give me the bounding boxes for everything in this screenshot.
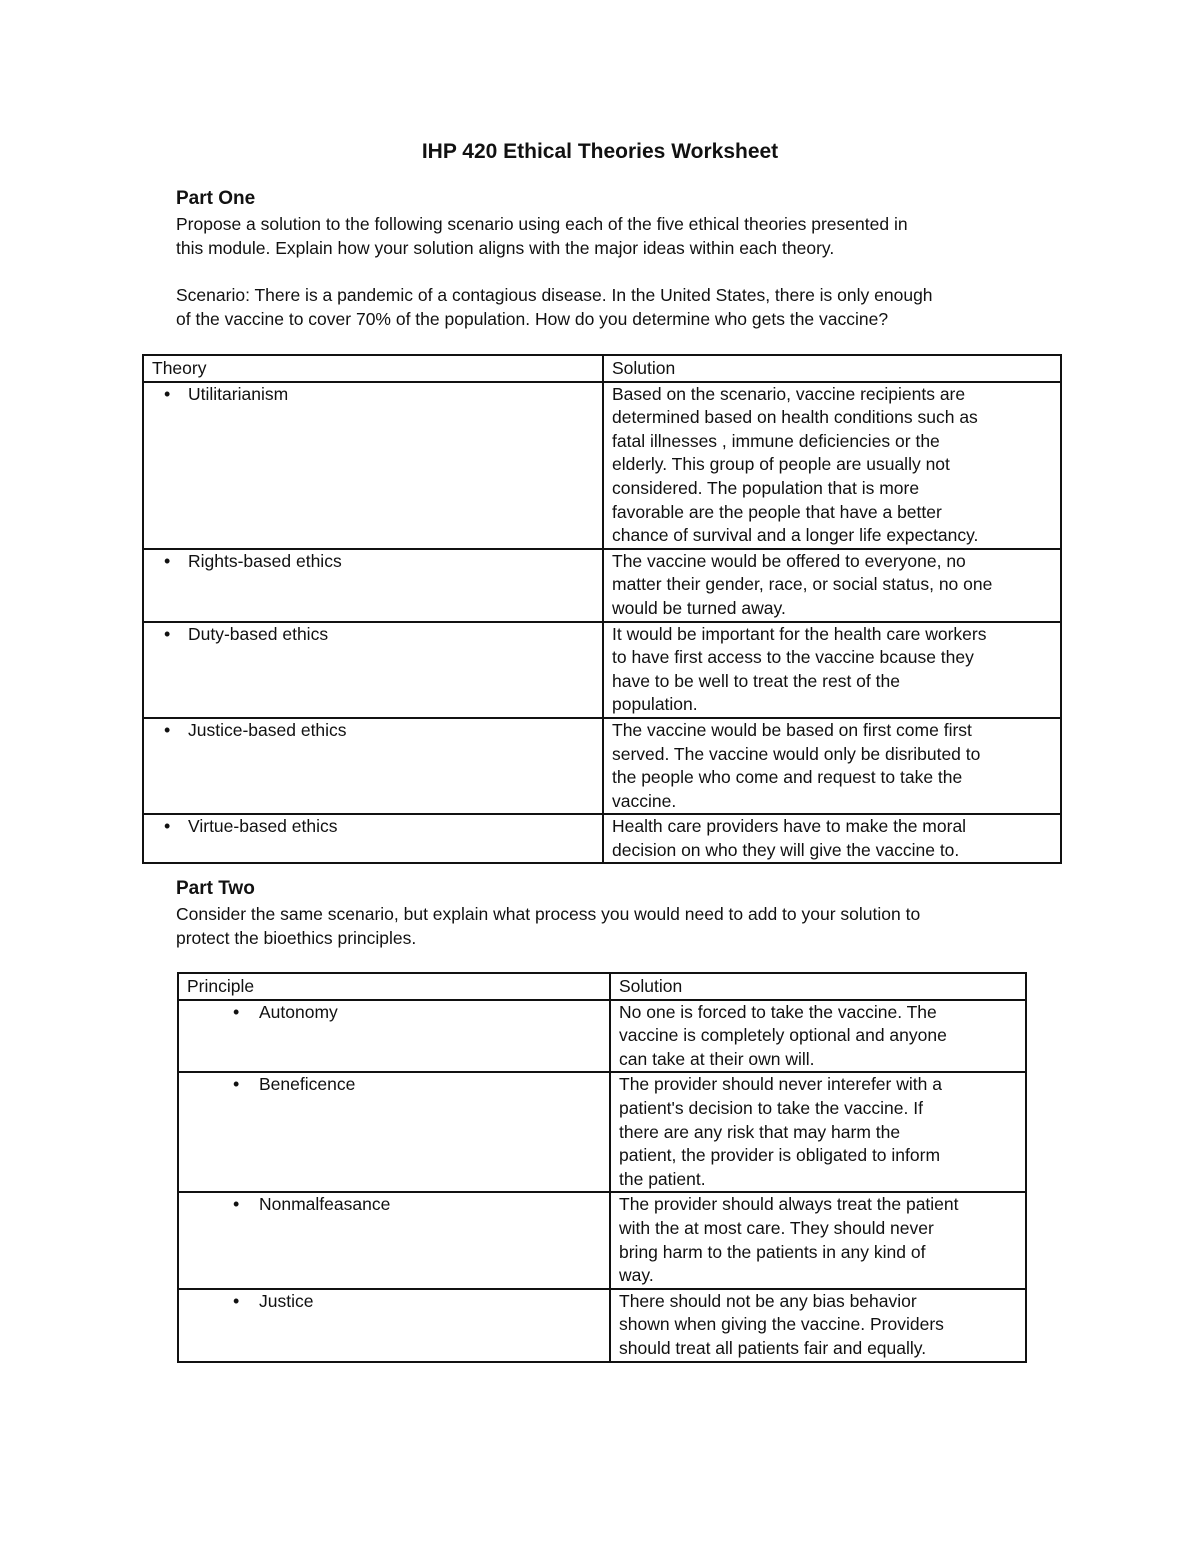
theory-label: Virtue-based ethics — [188, 816, 338, 837]
principles-table — [177, 972, 1027, 1363]
table-row — [143, 382, 1061, 549]
part-one-intro-line: Propose a solution to the following scenario using each of the five ethical theories presented in — [176, 214, 908, 234]
solution-line: elderly. This group of people are usually not — [612, 454, 950, 475]
theory-label: Rights-based ethics — [188, 550, 342, 571]
solution-line: should treat all patients fair and equally. — [619, 1337, 927, 1358]
solution-line: patient, the provider is obligated to inform — [619, 1145, 941, 1166]
theory-label: Duty-based ethics — [188, 623, 329, 644]
principle-cell — [178, 1192, 610, 1288]
bullet-icon: • — [233, 1290, 240, 1311]
table-row — [178, 1000, 1026, 1073]
solution-line: considered. The population that is more — [612, 477, 920, 498]
solution-column-header: Solution — [603, 355, 1061, 382]
solution-line: The provider should always treat the patient — [619, 1194, 959, 1215]
principle-cell — [178, 1000, 610, 1073]
solution-line: Health care providers have to make the moral — [612, 816, 967, 837]
solution-line: have to be well to treat the rest of the — [612, 670, 900, 691]
theory-label: Justice-based ethics — [188, 719, 347, 740]
solution-column-header: Solution — [610, 973, 1026, 1000]
part-two-heading: Part Two — [176, 878, 255, 899]
part-two-intro — [176, 902, 920, 950]
bullet-icon: • — [164, 623, 171, 644]
bullet-icon: • — [164, 550, 171, 571]
solution-line: fatal illnesses , immune deficiencies or the — [612, 430, 940, 451]
part-one-heading: Part One — [176, 188, 256, 209]
solution-cell — [610, 1192, 1026, 1288]
principle-label: Beneficence — [259, 1074, 356, 1095]
solution-line: bring harm to the patients in any kind of — [619, 1241, 926, 1262]
page-title: IHP 420 Ethical Theories Worksheet — [421, 140, 779, 163]
solution-line: matter their gender, race, or social status, no one — [612, 574, 993, 595]
part-one-intro — [176, 212, 908, 260]
solution-line: shown when giving the vaccine. Providers — [619, 1314, 944, 1335]
solution-line: served. The vaccine would only be disributed to — [612, 743, 981, 764]
theories-table — [142, 354, 1062, 864]
solution-line: The provider should never interefer with a — [619, 1074, 942, 1095]
solution-line: the people who come and request to take the — [612, 767, 963, 788]
solution-line: Based on the scenario, vaccine recipients are — [612, 383, 966, 404]
solution-cell — [610, 1072, 1026, 1192]
part-two-intro-line: protect the bioethics principles. — [176, 928, 417, 948]
principle-cell — [178, 1072, 610, 1192]
principle-label: Autonomy — [259, 1001, 338, 1022]
solution-line: can take at their own will. — [619, 1048, 815, 1069]
solution-cell — [603, 382, 1061, 549]
principle-label: Justice — [259, 1290, 314, 1311]
solution-line: vaccine is completely optional and anyone — [619, 1025, 947, 1046]
solution-line: to have first access to the vaccine bcause they — [612, 647, 974, 668]
solution-line: There should not be any bias behavior — [619, 1290, 917, 1311]
solution-line: with the at most care. They should never — [619, 1217, 934, 1238]
table-row — [143, 718, 1061, 814]
table-row — [178, 1289, 1026, 1362]
solution-line: determined based on health conditions such as — [612, 407, 978, 428]
principle-cell — [178, 1289, 610, 1362]
solution-line: the patient. — [619, 1168, 706, 1189]
solution-line: It would be important for the health care workers — [612, 623, 987, 644]
table-row — [143, 549, 1061, 622]
scenario-line: of the vaccine to cover 70% of the population. How do you determine who gets the vaccine? — [176, 309, 889, 329]
table-header-row — [143, 355, 1061, 382]
solution-cell — [603, 814, 1061, 863]
bullet-icon: • — [233, 1194, 240, 1215]
scenario-text — [176, 283, 933, 331]
principle-column-header: Principle — [178, 973, 610, 1000]
solution-line: favorable are the people that have a better — [612, 501, 942, 522]
solution-cell — [603, 718, 1061, 814]
solution-line: population. — [612, 694, 698, 715]
solution-line: The vaccine would be based on first come first — [612, 719, 972, 740]
solution-cell — [610, 1000, 1026, 1073]
bullet-icon: • — [233, 1001, 240, 1022]
theory-cell — [143, 622, 603, 718]
bullet-icon: • — [164, 719, 171, 740]
table-row — [143, 814, 1061, 863]
scenario-line: Scenario: There is a pandemic of a contagious disease. In the United States, there is only enough — [176, 285, 933, 305]
solution-line: The vaccine would be offered to everyone, no — [612, 550, 966, 571]
solution-line: there are any risk that may harm the — [619, 1121, 901, 1142]
solution-line: decision on who they will give the vaccine to. — [612, 839, 960, 860]
table-row — [178, 1072, 1026, 1192]
table-header-row — [178, 973, 1026, 1000]
bullet-icon: • — [233, 1074, 240, 1095]
solution-line: No one is forced to take the vaccine. The — [619, 1001, 937, 1022]
theory-column-header: Theory — [143, 355, 603, 382]
principle-label: Nonmalfeasance — [259, 1194, 391, 1215]
solution-line: chance of survival and a longer life expectancy. — [612, 525, 979, 546]
theory-cell — [143, 814, 603, 863]
solution-line: vaccine. — [612, 790, 677, 811]
part-one-intro-line: this module. Explain how your solution aligns with the major ideas within each theory. — [176, 238, 835, 258]
solution-line: would be turned away. — [612, 597, 786, 618]
solution-line: way. — [619, 1265, 654, 1286]
solution-cell — [603, 549, 1061, 622]
part-two-intro-line: Consider the same scenario, but explain what process you would need to add to your solution to — [176, 904, 921, 924]
theory-label: Utilitarianism — [188, 383, 289, 404]
solution-cell — [603, 622, 1061, 718]
table-row — [143, 622, 1061, 718]
bullet-icon: • — [164, 816, 171, 837]
table-row — [178, 1192, 1026, 1288]
theory-cell — [143, 382, 603, 549]
theory-cell — [143, 718, 603, 814]
bullet-icon: • — [164, 383, 171, 404]
theory-cell — [143, 549, 603, 622]
solution-line: patient's decision to take the vaccine. If — [619, 1097, 923, 1118]
solution-cell — [610, 1289, 1026, 1362]
